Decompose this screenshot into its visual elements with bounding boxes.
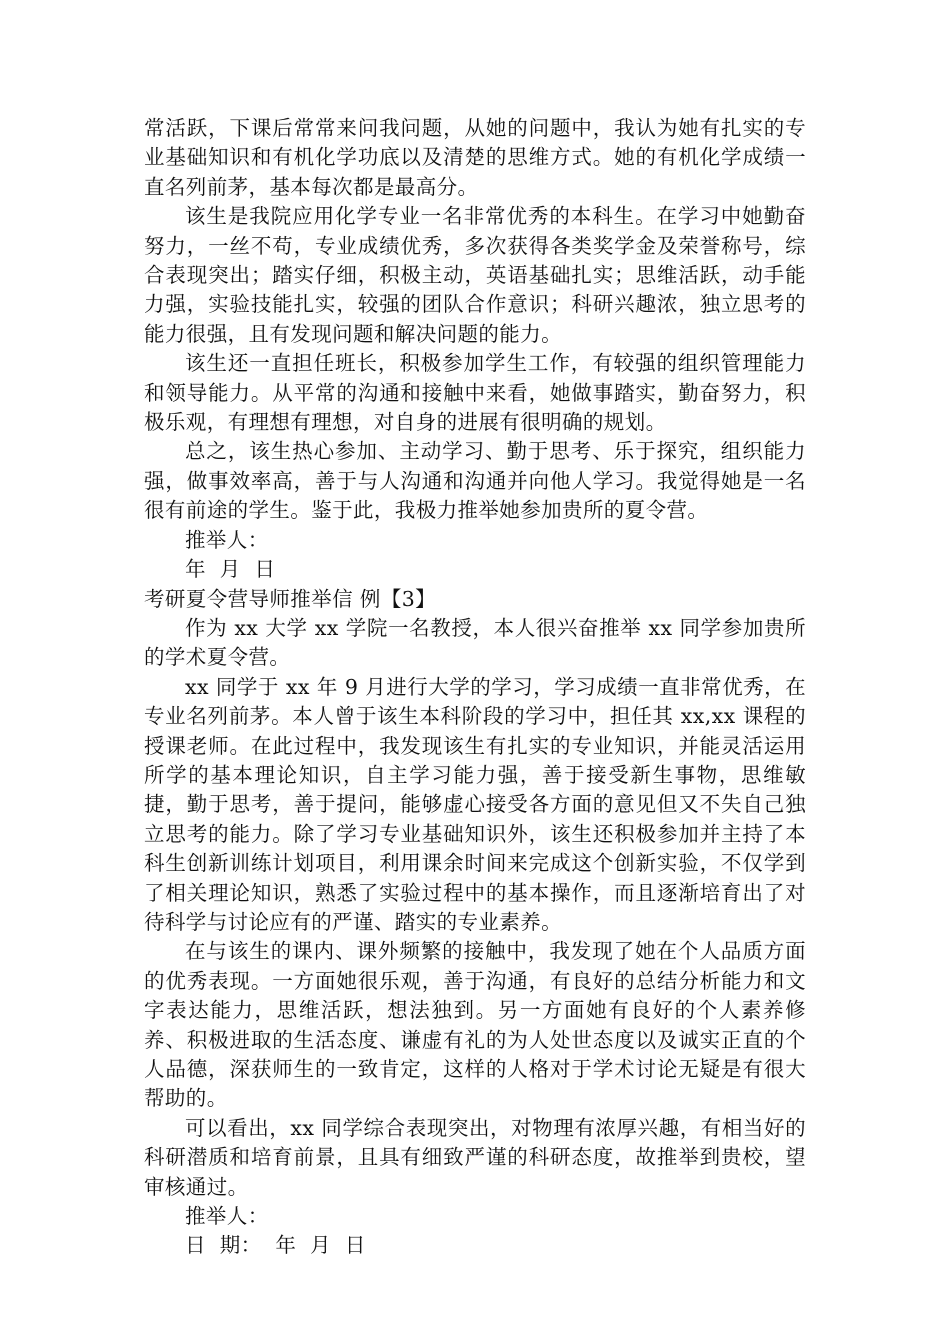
section-heading: 考研夏令营导师推举信 例【3】 <box>144 586 437 611</box>
paragraph-class-monitor: 该生还一直担任班长，积极参加学生工作，有较强的组织管理能力和领导能力。从平常的沟通和接触中来看，她做事踏实，勤奋努力，积极乐观，有理想有理想，对自身的进展有很明确的规划。 <box>144 351 806 435</box>
paragraph-student-profile: 该生是我院应用化学专业一名非常优秀的本科生。在学习中她勤奋努力，一丝不苟，专业成绩优秀，多次获得各类奖学金及荣誉称号，综合表现突出；踏实仔细，积极主动，英语基础扎实；思维活跃，动手能力强，实验技能扎实，较强的团队合作意识；科研兴趣浓，独立思考的能力很强，且有发现问题和解决问题的能力。 <box>144 204 806 346</box>
paragraph-conclusion: 可以看出，xx 同学综合表现突出，对物理有浓厚兴趣，有相当好的科研潜质和培育前景，且具有细致严谨的科研态度，故推举到贵校，望审核通过。 <box>144 1115 806 1199</box>
recommender-label: 推举人： <box>185 527 269 552</box>
document-body <box>144 114 806 1261</box>
date-line: 日 期： 年 月 日 <box>185 1233 366 1258</box>
paragraph-summary: 总之，该生热心参加、主动学习、勤于思考、乐于探究，组织能力强，做事效率高，善于与人沟通和沟通并向他人学习。我觉得她是一名很有前途的学生。鉴于此，我极力推举她参加贵所的夏令营。 <box>144 439 806 523</box>
date-line: 年 月 日 <box>185 557 276 582</box>
paragraph-academics: xx 同学于 xx 年 9 月进行大学的学习，学习成绩一直非常优秀，在专业名列前茅。本人曾于该生本科阶段的学习中，担任其 xx,xx 课程的授课老师。在此过程中，我发现该生有扎实的专业知识，并能灵活运用所学的基本理论知识，自主学习能力强，善于接受新生事物，思维敏捷，勤于思考，善于提问，能够虚心接受各方面的意见但又不失自己独立思考的能力。除了学习专业基础知识外，该生还积极参加并主持了本科生创新训练计划项目，利用课余时间来完成这个创新实验，不仅学到了相关理论知识，熟悉了实验过程中的基本操作，而且逐渐培育出了对待科学与讨论应有的严谨、踏实的专业素养。 <box>144 674 806 934</box>
paragraph-character: 在与该生的课内、课外频繁的接触中，我发现了她在个人品质方面的优秀表现。一方面她很乐观，善于沟通，有良好的总结分析能力和文字表达能力，思维活跃，想法独到。另一方面她有良好的个人素养修养、积极进取的生活态度、谦虚有礼的为人处世态度以及诚实正直的个人品德，深获师生的一致肯定，这样的人格对于学术讨论无疑是有很大帮助的。 <box>144 939 806 1111</box>
paragraph-intro: 作为 xx 大学 xx 学院一名教授，本人很兴奋推举 xx 同学参加贵所的学术夏令营。 <box>144 615 806 670</box>
paragraph-continuation: 常活跃，下课后常常来问我问题，从她的问题中，我认为她有扎实的专业基础知识和有机化学功底以及清楚的思维方式。她的有机化学成绩一直名列前茅，基本每次都是最高分。 <box>144 116 806 199</box>
recommender-label: 推举人： <box>185 1204 269 1229</box>
